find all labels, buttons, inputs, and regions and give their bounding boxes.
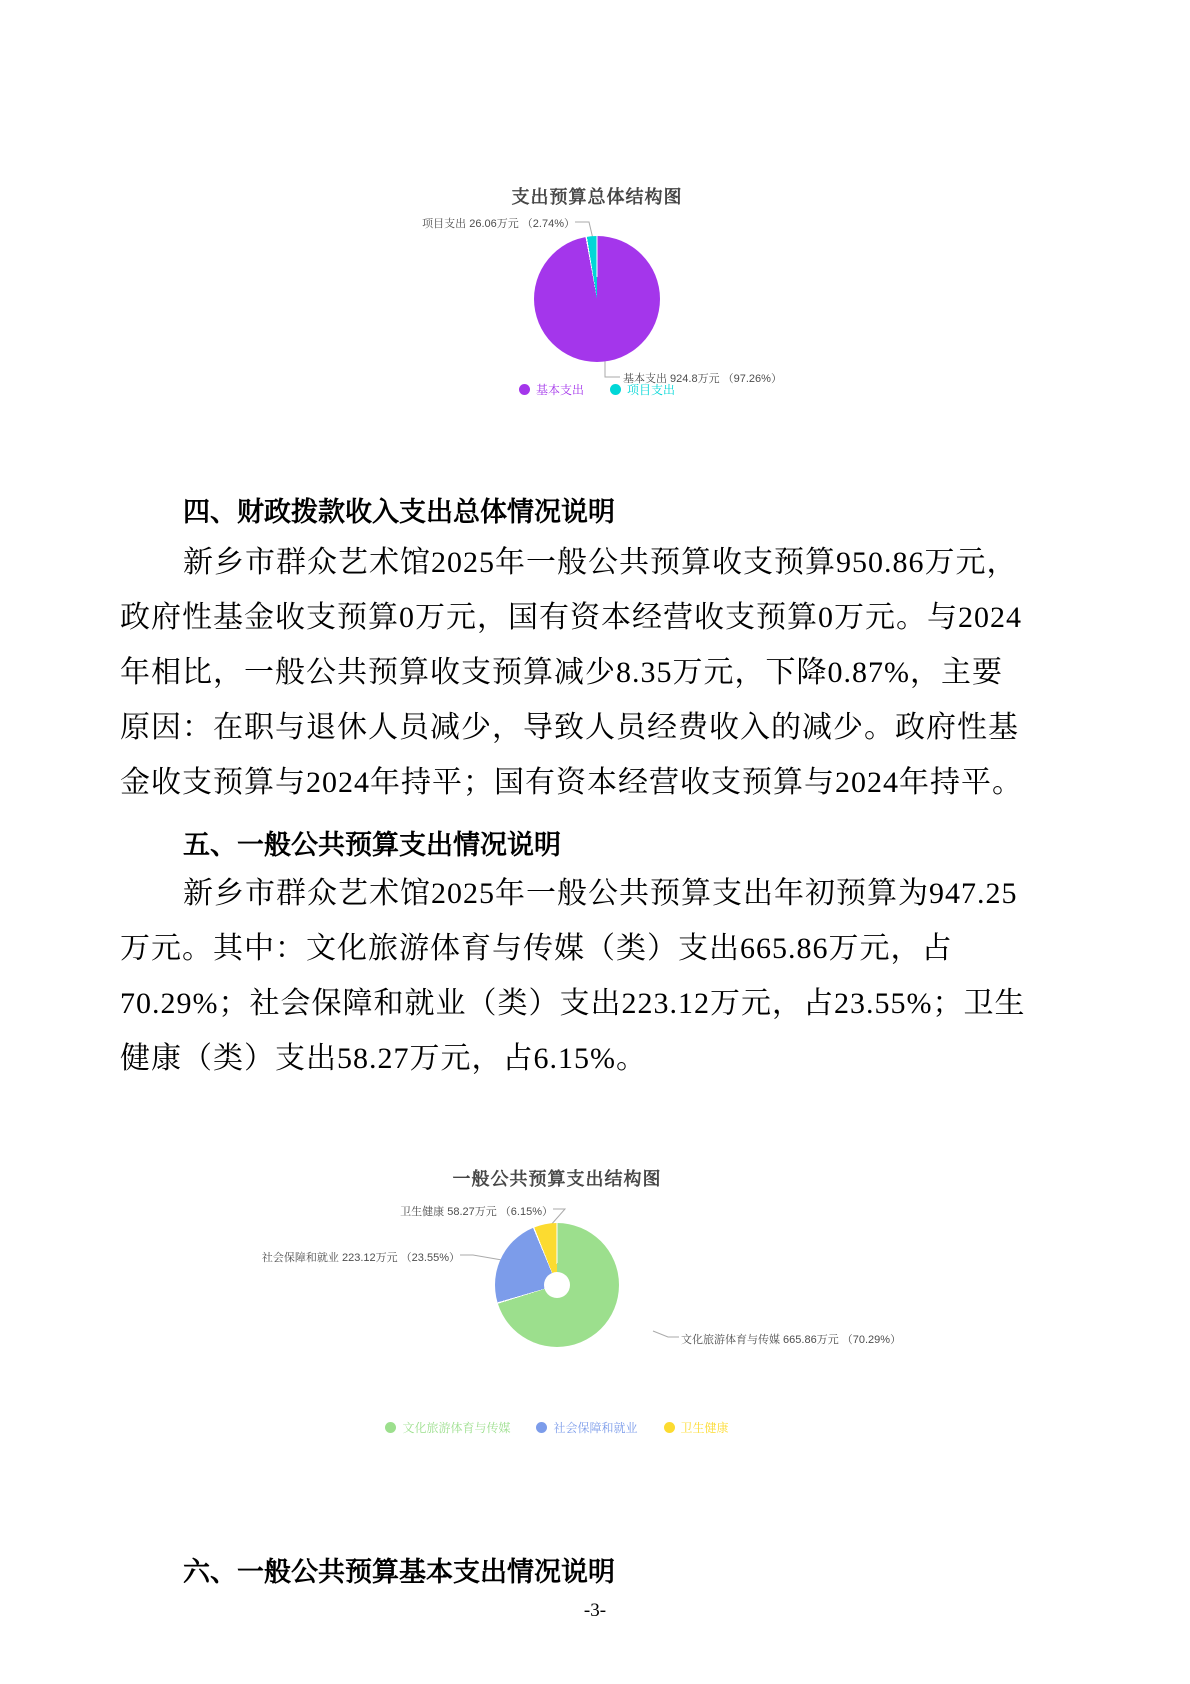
pie-center-hole [544, 1272, 570, 1298]
pie-chart-total-expenditure-structure [347, 183, 847, 408]
paragraph-fiscal-summary [120, 535, 1080, 810]
slice-label-social-security: 社会保障和就业 223.12万元 （23.55%） [261, 1252, 460, 1264]
slice-label-basic-expenditure: 基本支出 924.8万元 （97.26%） [623, 373, 782, 385]
legend-dot-icon [536, 1422, 547, 1433]
paragraph-line: 70.29%；社会保障和就业（类）支出223.12万元，占23.55%；卫生 [120, 987, 1026, 1020]
chart-legend [307, 1419, 807, 1436]
legend-label: 卫生健康 [680, 1421, 729, 1435]
legend-item [610, 381, 675, 398]
paragraph-line: 年相比，一般公共预算收支预算减少8.35万元，下降0.87%，主要 [120, 656, 1003, 689]
paragraph-line: 健康（类）支出58.27万元，占6.15%。 [120, 1042, 647, 1075]
slice-label-health: 卫生健康 58.27万元 （6.15%） [400, 1206, 553, 1218]
legend-item [536, 1419, 637, 1436]
legend-item [385, 1419, 510, 1436]
section-heading-6: 六、一般公共预算基本支出情况说明 [183, 1557, 615, 1587]
section-heading-5: 五、一般公共预算支出情况说明 [183, 830, 561, 860]
slice-label-culture-tourism: 文化旅游体育与传媒 665.86万元 （70.29%） [681, 1334, 902, 1346]
chart-legend [347, 381, 847, 398]
paragraph-line: 原因：在职与退休人员减少，导致人员经费收入的减少。政府性基 [120, 711, 1019, 744]
legend-dot-icon [610, 384, 621, 395]
paragraph-line: 万元。其中：文化旅游体育与传媒（类）支出665.86万元，占 [120, 932, 953, 965]
pie-total-expenditure [534, 236, 660, 362]
legend-label: 社会保障和就业 [553, 1421, 638, 1435]
paragraph-line: 政府性基金收支预算0万元，国有资本经营收支预算0万元。与2024 [120, 601, 1022, 634]
legend-item [664, 1419, 729, 1436]
legend-label: 基本支出 [535, 383, 584, 397]
legend-item [519, 381, 584, 398]
section-heading-4: 四、财政拨款收入支出总体情况说明 [183, 497, 615, 527]
page-number: -3- [583, 1600, 607, 1621]
paragraph-line: 新乡市群众艺术馆2025年一般公共预算收支预算950.86万元， [183, 546, 1018, 579]
chart-title: 一般公共预算支出结构图 [452, 1169, 662, 1189]
legend-label: 项目支出 [627, 383, 676, 397]
legend-dot-icon [519, 384, 530, 395]
chart-title: 支出预算总体结构图 [511, 187, 683, 207]
paragraph-budget-expenditure [120, 866, 1080, 1086]
slice-label-project-expenditure: 项目支出 26.06万元 （2.74%） [422, 218, 575, 230]
legend-dot-icon [664, 1422, 675, 1433]
legend-label: 文化旅游体育与传媒 [402, 1421, 511, 1435]
legend-dot-icon [385, 1422, 396, 1433]
paragraph-line: 新乡市群众艺术馆2025年一般公共预算支出年初预算为947.25 [183, 877, 1018, 910]
paragraph-line: 金收支预算与2024年持平；国有资本经营收支预算与2024年持平。 [120, 766, 1023, 799]
pie-chart-general-public-budget-structure [261, 1165, 902, 1455]
